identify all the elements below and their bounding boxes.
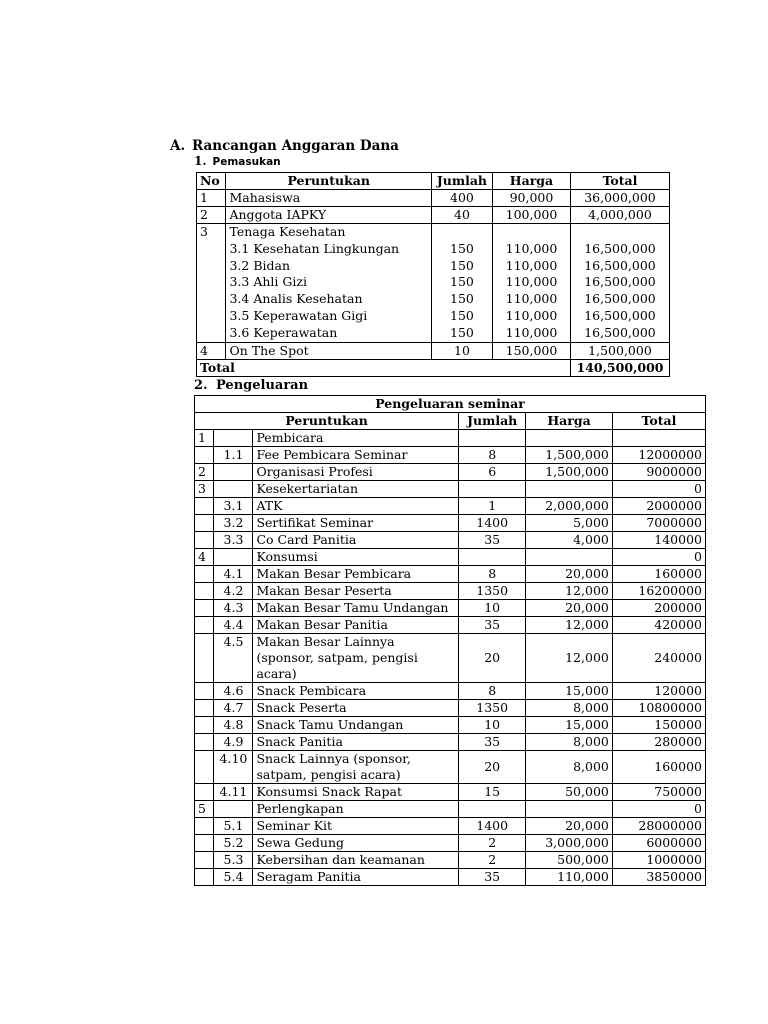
expense-peruntukan: Snack Pembicara <box>253 683 459 700</box>
expense-no: 2 <box>195 464 214 481</box>
section-a-title: Rancangan Anggaran Dana <box>192 138 399 154</box>
expense-sub-number: 4.6 <box>214 683 253 700</box>
expense-no <box>195 617 214 634</box>
expense-peruntukan: Snack Panitia <box>253 734 459 751</box>
expense-sub-number: 1.1 <box>214 447 253 464</box>
table-row <box>197 207 670 224</box>
expense-peruntukan: Makan Besar Lainnya (sponsor, satpam, pengisi acara) <box>253 634 459 683</box>
expense-sub-number: 4.8 <box>214 717 253 734</box>
expense-peruntukan: Seragam Panitia <box>253 869 459 886</box>
section-2-number: 2. <box>194 378 208 393</box>
expense-total: 6000000 <box>612 835 705 852</box>
income-header-no: No <box>197 173 226 190</box>
income-no: 1 <box>197 190 226 207</box>
expense-sub-number: 4.1 <box>214 566 253 583</box>
income-group-harga-value: 110,000 <box>505 257 558 273</box>
table-row <box>195 532 706 549</box>
expense-table <box>194 395 706 886</box>
expense-no <box>195 583 214 600</box>
expense-body <box>195 430 706 886</box>
expense-sub-number <box>214 801 253 818</box>
expense-peruntukan: Sertifikat Seminar <box>253 515 459 532</box>
expense-jumlah: 1 <box>459 498 526 515</box>
expense-jumlah: 15 <box>459 784 526 801</box>
expense-no <box>195 498 214 515</box>
income-group-row <box>197 224 670 343</box>
expense-jumlah <box>459 801 526 818</box>
expense-harga: 20,000 <box>526 600 613 617</box>
table-row <box>195 464 706 481</box>
income-group-harga-value: 110,000 <box>505 324 558 340</box>
expense-peruntukan: Kebersihan dan keamanan <box>253 852 459 869</box>
expense-peruntukan: Seminar Kit <box>253 818 459 835</box>
expense-jumlah: 8 <box>459 566 526 583</box>
table-row <box>195 617 706 634</box>
expense-total: 28000000 <box>612 818 705 835</box>
expense-peruntukan: Perlengkapan <box>253 801 459 818</box>
expense-sub-number: 4.11 <box>214 784 253 801</box>
expense-jumlah: 1350 <box>459 583 526 600</box>
expense-caption-row <box>195 396 706 413</box>
expense-total: 3850000 <box>612 869 705 886</box>
income-jumlah: 40 <box>431 207 492 224</box>
income-group-total-value: 16,500,000 <box>584 307 656 323</box>
expense-no <box>195 600 214 617</box>
income-group-item: 3.5 Keperawatan Gigi <box>229 307 368 323</box>
expense-jumlah <box>459 549 526 566</box>
expense-sub-number: 4.7 <box>214 700 253 717</box>
expense-sub-number: 4.4 <box>214 617 253 634</box>
expense-total: 2000000 <box>612 498 705 515</box>
income-group-total-value: 16,500,000 <box>584 257 656 273</box>
expense-no <box>195 515 214 532</box>
expense-jumlah: 35 <box>459 734 526 751</box>
expense-sub-number: 4.10 <box>214 751 253 784</box>
expense-peruntukan: Co Card Panitia <box>253 532 459 549</box>
expense-no <box>195 818 214 835</box>
income-group-item: 3.1 Kesehatan Lingkungan <box>229 240 400 256</box>
income-group-jumlah-value: 150 <box>450 240 474 256</box>
expense-no <box>195 734 214 751</box>
table-row <box>195 818 706 835</box>
income-total-value: 140,500,000 <box>570 359 669 376</box>
expense-sub-number: 4.5 <box>214 634 253 683</box>
expense-jumlah: 20 <box>459 751 526 784</box>
expense-harga <box>526 481 613 498</box>
expense-harga <box>526 430 613 447</box>
expense-peruntukan: Snack Lainnya (sponsor, satpam, pengisi acara) <box>253 751 459 784</box>
income-group-total-value: 16,500,000 <box>584 324 656 340</box>
expense-sub-number: 5.1 <box>214 818 253 835</box>
income-group-harga-value: 110,000 <box>505 307 558 323</box>
expense-sub-number: 5.3 <box>214 852 253 869</box>
expense-no <box>195 634 214 683</box>
table-row <box>195 784 706 801</box>
expense-jumlah: 8 <box>459 447 526 464</box>
expense-no: 1 <box>195 430 214 447</box>
expense-total: 750000 <box>612 784 705 801</box>
income-group-jumlah <box>431 224 492 343</box>
income-group-jumlah-value: 150 <box>450 257 474 273</box>
expense-sub-number: 4.3 <box>214 600 253 617</box>
expense-total: 12000000 <box>612 447 705 464</box>
section-a-letter: A. <box>170 138 186 154</box>
section-1-number: 1. <box>194 154 207 168</box>
expense-total: 16200000 <box>612 583 705 600</box>
expense-peruntukan: Pembicara <box>253 430 459 447</box>
expense-no <box>195 683 214 700</box>
table-row <box>197 190 670 207</box>
expense-sub-number: 3.3 <box>214 532 253 549</box>
expense-no <box>195 784 214 801</box>
table-row <box>195 634 706 683</box>
expense-harga: 8,000 <box>526 734 613 751</box>
income-header-harga: Harga <box>493 173 571 190</box>
expense-header-total: Total <box>612 413 705 430</box>
expense-total: 0 <box>612 801 705 818</box>
income-group-peruntukan <box>226 224 431 343</box>
expense-harga <box>526 801 613 818</box>
expense-no: 3 <box>195 481 214 498</box>
expense-sub-number: 4.9 <box>214 734 253 751</box>
expense-total: 9000000 <box>612 464 705 481</box>
expense-total: 200000 <box>612 600 705 617</box>
income-group-harga <box>493 224 571 343</box>
expense-harga: 50,000 <box>526 784 613 801</box>
expense-sub-number: 5.2 <box>214 835 253 852</box>
expense-jumlah <box>459 430 526 447</box>
income-total: 36,000,000 <box>570 190 669 207</box>
table-row <box>195 566 706 583</box>
income-group-jumlah-value: 150 <box>450 307 474 323</box>
expense-jumlah: 35 <box>459 532 526 549</box>
expense-peruntukan: Makan Besar Tamu Undangan <box>253 600 459 617</box>
section-1-title: Pemasukan <box>212 156 281 168</box>
expense-total: 0 <box>612 549 705 566</box>
expense-harga: 15,000 <box>526 683 613 700</box>
expense-harga: 12,000 <box>526 617 613 634</box>
income-peruntukan: On The Spot <box>226 342 431 359</box>
expense-peruntukan: Snack Peserta <box>253 700 459 717</box>
income-group-item: 3.6 Keperawatan <box>229 324 338 340</box>
table-row <box>195 683 706 700</box>
expense-total: 240000 <box>612 634 705 683</box>
income-harga: 150,000 <box>493 342 571 359</box>
table-row <box>195 430 706 447</box>
expense-harga: 8,000 <box>526 751 613 784</box>
expense-harga: 8,000 <box>526 700 613 717</box>
income-peruntukan: Anggota IAPKY <box>226 207 431 224</box>
expense-total: 1000000 <box>612 852 705 869</box>
income-total-row <box>197 359 670 376</box>
expense-no <box>195 532 214 549</box>
expense-total: 7000000 <box>612 515 705 532</box>
expense-header-jumlah: Jumlah <box>459 413 526 430</box>
expense-sub-number <box>214 464 253 481</box>
expense-harga: 12,000 <box>526 634 613 683</box>
income-group-no: 3 <box>197 224 226 343</box>
expense-harga: 110,000 <box>526 869 613 886</box>
expense-peruntukan: Fee Pembicara Seminar <box>253 447 459 464</box>
income-group-title: Tenaga Kesehatan <box>229 224 346 239</box>
expense-harga: 1,500,000 <box>526 464 613 481</box>
expense-sub-number: 3.2 <box>214 515 253 532</box>
expense-jumlah: 6 <box>459 464 526 481</box>
expense-harga: 15,000 <box>526 717 613 734</box>
expense-no <box>195 835 214 852</box>
expense-no: 4 <box>195 549 214 566</box>
table-row <box>195 515 706 532</box>
table-row <box>195 481 706 498</box>
expense-no <box>195 717 214 734</box>
income-no: 4 <box>197 342 226 359</box>
section-2-title: Pengeluaran <box>216 378 309 393</box>
table-row <box>195 835 706 852</box>
expense-harga: 3,000,000 <box>526 835 613 852</box>
table-row <box>195 801 706 818</box>
expense-harga: 2,000,000 <box>526 498 613 515</box>
table-row <box>195 447 706 464</box>
income-group-item: 3.2 Bidan <box>229 257 291 273</box>
expense-peruntukan: Konsumsi <box>253 549 459 566</box>
expense-jumlah: 2 <box>459 852 526 869</box>
income-jumlah: 10 <box>431 342 492 359</box>
income-header-row <box>197 173 670 190</box>
table-row <box>197 342 670 359</box>
income-total: 1,500,000 <box>570 342 669 359</box>
expense-peruntukan: Kesekertariatan <box>253 481 459 498</box>
expense-sub-number: 5.4 <box>214 869 253 886</box>
expense-jumlah: 20 <box>459 634 526 683</box>
expense-jumlah: 35 <box>459 617 526 634</box>
expense-harga: 500,000 <box>526 852 613 869</box>
table-row <box>195 751 706 784</box>
expense-no <box>195 852 214 869</box>
income-peruntukan: Mahasiswa <box>226 190 431 207</box>
expense-jumlah: 8 <box>459 683 526 700</box>
income-group-total <box>570 224 669 343</box>
expense-no <box>195 751 214 784</box>
expense-jumlah <box>459 481 526 498</box>
expense-sub-number: 4.2 <box>214 583 253 600</box>
income-group-total-value: 16,500,000 <box>584 274 656 290</box>
income-group-harga-value: 110,000 <box>505 274 558 290</box>
table-row <box>195 852 706 869</box>
expense-header-peruntukan: Peruntukan <box>195 413 459 430</box>
income-group-harga-value: 110,000 <box>505 291 558 307</box>
income-header-total: Total <box>570 173 669 190</box>
table-row <box>195 600 706 617</box>
expense-no <box>195 447 214 464</box>
table-row <box>195 869 706 886</box>
expense-sub-number: 3.1 <box>214 498 253 515</box>
income-group-total-value: 16,500,000 <box>584 240 656 256</box>
expense-total: 140000 <box>612 532 705 549</box>
income-jumlah: 400 <box>431 190 492 207</box>
income-group-item: 3.3 Ahli Gizi <box>229 274 307 290</box>
expense-jumlah: 10 <box>459 600 526 617</box>
table-row <box>195 717 706 734</box>
income-group-jumlah-value: 150 <box>450 291 474 307</box>
expense-total: 120000 <box>612 683 705 700</box>
expense-total: 420000 <box>612 617 705 634</box>
expense-peruntukan: Snack Tamu Undangan <box>253 717 459 734</box>
expense-jumlah: 2 <box>459 835 526 852</box>
income-group-jumlah-value: 150 <box>450 274 474 290</box>
expense-peruntukan: Organisasi Profesi <box>253 464 459 481</box>
expense-no <box>195 700 214 717</box>
income-total: 4,000,000 <box>570 207 669 224</box>
expense-jumlah: 1400 <box>459 818 526 835</box>
expense-sub-number <box>214 549 253 566</box>
income-group-harga-value: 110,000 <box>505 240 558 256</box>
income-header-peruntukan: Peruntukan <box>226 173 431 190</box>
expense-harga: 20,000 <box>526 566 613 583</box>
section-1-heading <box>194 154 281 168</box>
table-row <box>195 700 706 717</box>
table-row <box>195 734 706 751</box>
expense-harga: 5,000 <box>526 515 613 532</box>
expense-total: 10800000 <box>612 700 705 717</box>
expense-jumlah: 35 <box>459 869 526 886</box>
expense-peruntukan: Makan Besar Panitia <box>253 617 459 634</box>
expense-harga: 4,000 <box>526 532 613 549</box>
expense-total: 150000 <box>612 717 705 734</box>
income-header-jumlah: Jumlah <box>431 173 492 190</box>
income-group-jumlah-value: 150 <box>450 324 474 340</box>
expense-total <box>612 430 705 447</box>
income-harga: 90,000 <box>493 190 571 207</box>
income-group-item: 3.4 Analis Kesehatan <box>229 291 363 307</box>
expense-no: 5 <box>195 801 214 818</box>
expense-harga: 1,500,000 <box>526 447 613 464</box>
income-no: 2 <box>197 207 226 224</box>
expense-no <box>195 869 214 886</box>
expense-total: 160000 <box>612 751 705 784</box>
expense-sub-number <box>214 481 253 498</box>
income-harga: 100,000 <box>493 207 571 224</box>
expense-peruntukan: Konsumsi Snack Rapat <box>253 784 459 801</box>
expense-jumlah: 1400 <box>459 515 526 532</box>
expense-peruntukan: Makan Besar Peserta <box>253 583 459 600</box>
expense-total: 0 <box>612 481 705 498</box>
table-row <box>195 549 706 566</box>
expense-peruntukan: Makan Besar Pembicara <box>253 566 459 583</box>
table-row <box>195 498 706 515</box>
expense-harga: 12,000 <box>526 583 613 600</box>
section-a-heading <box>170 138 399 154</box>
table-row <box>195 583 706 600</box>
expense-header-harga: Harga <box>526 413 613 430</box>
expense-total: 160000 <box>612 566 705 583</box>
expense-harga: 20,000 <box>526 818 613 835</box>
expense-total: 280000 <box>612 734 705 751</box>
expense-jumlah: 1350 <box>459 700 526 717</box>
expense-jumlah: 10 <box>459 717 526 734</box>
expense-sub-number <box>214 430 253 447</box>
income-group-total-value: 16,500,000 <box>584 291 656 307</box>
income-table <box>196 172 670 377</box>
expense-no <box>195 566 214 583</box>
expense-caption: Pengeluaran seminar <box>195 396 706 413</box>
section-2-heading <box>194 378 308 393</box>
expense-harga <box>526 549 613 566</box>
expense-peruntukan: Sewa Gedung <box>253 835 459 852</box>
income-total-label: Total <box>197 359 571 376</box>
expense-peruntukan: ATK <box>253 498 459 515</box>
expense-header-row <box>195 413 706 430</box>
